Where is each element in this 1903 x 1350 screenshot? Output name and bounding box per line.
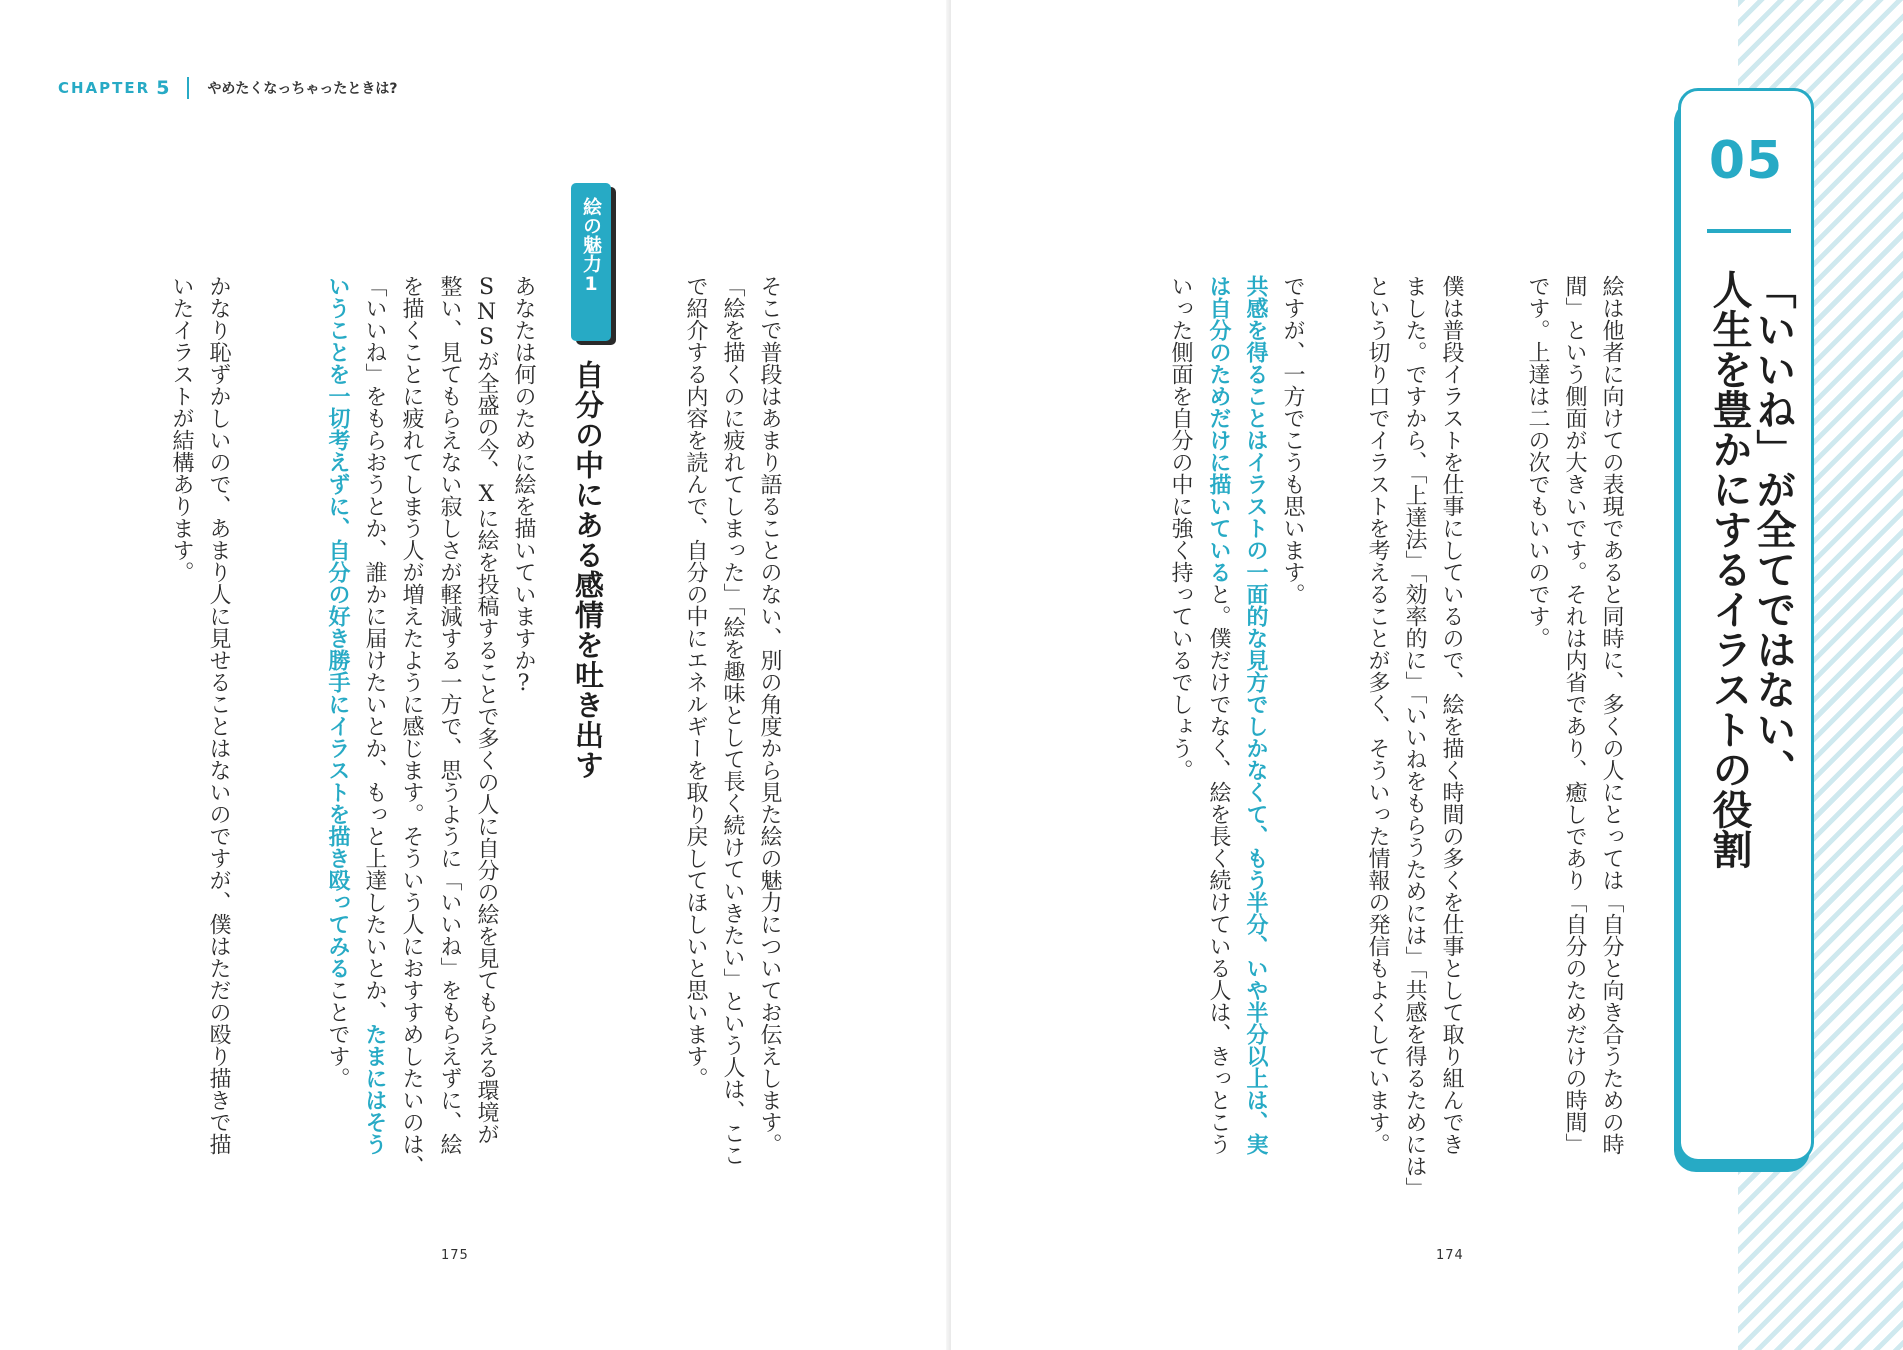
body-text: あなたは何のために絵を描いていますか? <box>511 275 536 696</box>
section-heading: 自分の中にある感情を吐き出す <box>571 360 605 780</box>
text-column <box>170 275 192 583</box>
text-column <box>1403 275 1425 1199</box>
text-column <box>1600 275 1622 1155</box>
body-text: ことです。 <box>325 979 350 1089</box>
section-number: 05 <box>1708 131 1784 191</box>
text-column <box>684 275 706 1089</box>
body-text: と。僕だけでなく、絵を長く続けている人は、きっとこう <box>1206 583 1231 1155</box>
text-column <box>1169 275 1191 781</box>
text-column <box>1207 275 1229 1155</box>
body-text: 「いいね」をもらおうとか、誰かに届けたいとか、もっと上達したいとか、 <box>362 275 387 1023</box>
body-text: という切り口でイラストを考えることが多く、そういった情報の発信もよくしています。 <box>1365 275 1390 1155</box>
text-column <box>1563 275 1585 1155</box>
chapter-number: 5 <box>156 77 172 99</box>
text-column <box>438 275 460 1155</box>
highlighted-text: いうことを一切考えずに、自分の好き勝手にイラストを描き殴ってみる <box>325 275 350 979</box>
section-tag <box>571 183 611 341</box>
body-text: そこで普段はあまり語ることのない、別の角度から見た絵の魅力についてお伝えします。 <box>757 275 782 1155</box>
body-text: です。上達は二の次でもいいのです。 <box>1525 275 1550 649</box>
text-column <box>207 275 229 1155</box>
title-box <box>1678 88 1814 1162</box>
text-column <box>326 275 348 1089</box>
body-text: 整い、見てもらえない寂しさが軽減する一方で、思うように「いいね」をもらえずに、絵 <box>437 275 462 1155</box>
body-text: 「絵を描くのに疲れてしまった」「絵を趣味として長く続けていきたい」という人は、ここ <box>720 275 745 1166</box>
left-page <box>0 0 950 1350</box>
page-number-right: 174 <box>1436 1248 1464 1263</box>
text-column <box>758 275 780 1155</box>
chapter-label: CHAPTER <box>58 79 151 97</box>
body-text: SNSが全盛の今、Xに絵を投稿することで多くの人に自分の絵を見てもらえる環境が <box>474 275 499 1145</box>
highlighted-text: たまにはそう <box>362 1023 387 1155</box>
highlighted-text: は自分のためだけに描いている <box>1206 275 1231 583</box>
text-column <box>1244 275 1266 1155</box>
body-text: を描くことに疲れてしまう人が増えたように感じます。そういう人におすすめしたいのは、 <box>399 275 424 1177</box>
page-number-left: 175 <box>441 1248 469 1263</box>
body-text: ですが、一方でこうも思います。 <box>1280 275 1305 605</box>
title-divider <box>1707 229 1791 233</box>
text-column <box>1440 275 1462 1155</box>
text-column <box>721 275 743 1166</box>
body-text: 間」という側面が大きいです。それは内省であり、癒しであり「自分のためだけの時間」 <box>1562 275 1587 1155</box>
text-column <box>1366 275 1388 1155</box>
body-text: いった側面を自分の中に強く持っているでしょう。 <box>1168 275 1193 781</box>
body-text: で紹介する内容を読んで、自分の中にエネルギーを取り戻してほしいと思います。 <box>683 275 708 1089</box>
title-line-2: 人生を豊かにするイラストの役割 <box>1706 269 1752 869</box>
chapter-title: やめたくなっちゃったときは? <box>207 81 398 97</box>
body-text: かなり恥ずかしいので、あまり人に見せることはないのですが、僕はただの殴り描きで描 <box>206 275 231 1155</box>
title-line-1: 「いいね」が全てではない、 <box>1750 269 1796 789</box>
body-text: ました。ですから、「上達法」「効率的に」「いいねをもらうためには」「共感を得るためには」 <box>1402 275 1427 1199</box>
body-text: 絵は他者に向けての表現であると同時に、多くの人にとっては「自分と向き合うための時 <box>1599 275 1624 1155</box>
text-column <box>1281 275 1303 605</box>
text-column <box>400 275 422 1177</box>
text-column <box>363 275 385 1155</box>
header-divider <box>187 77 189 99</box>
text-column <box>1526 275 1548 649</box>
text-column <box>475 275 497 1145</box>
body-text: いたイラストが結構あります。 <box>169 275 194 583</box>
highlighted-text: 共感を得ることはイラストの一面的な見方でしかなくて、もう半分、いや半分以上は、実 <box>1243 275 1268 1155</box>
running-header <box>58 76 398 100</box>
text-column <box>512 275 534 696</box>
section-tag-label: 絵の魅力1 <box>580 197 602 295</box>
body-text: 僕は普段イラストを仕事にしているので、絵を描く時間の多くを仕事として取り組んでき <box>1439 275 1464 1155</box>
